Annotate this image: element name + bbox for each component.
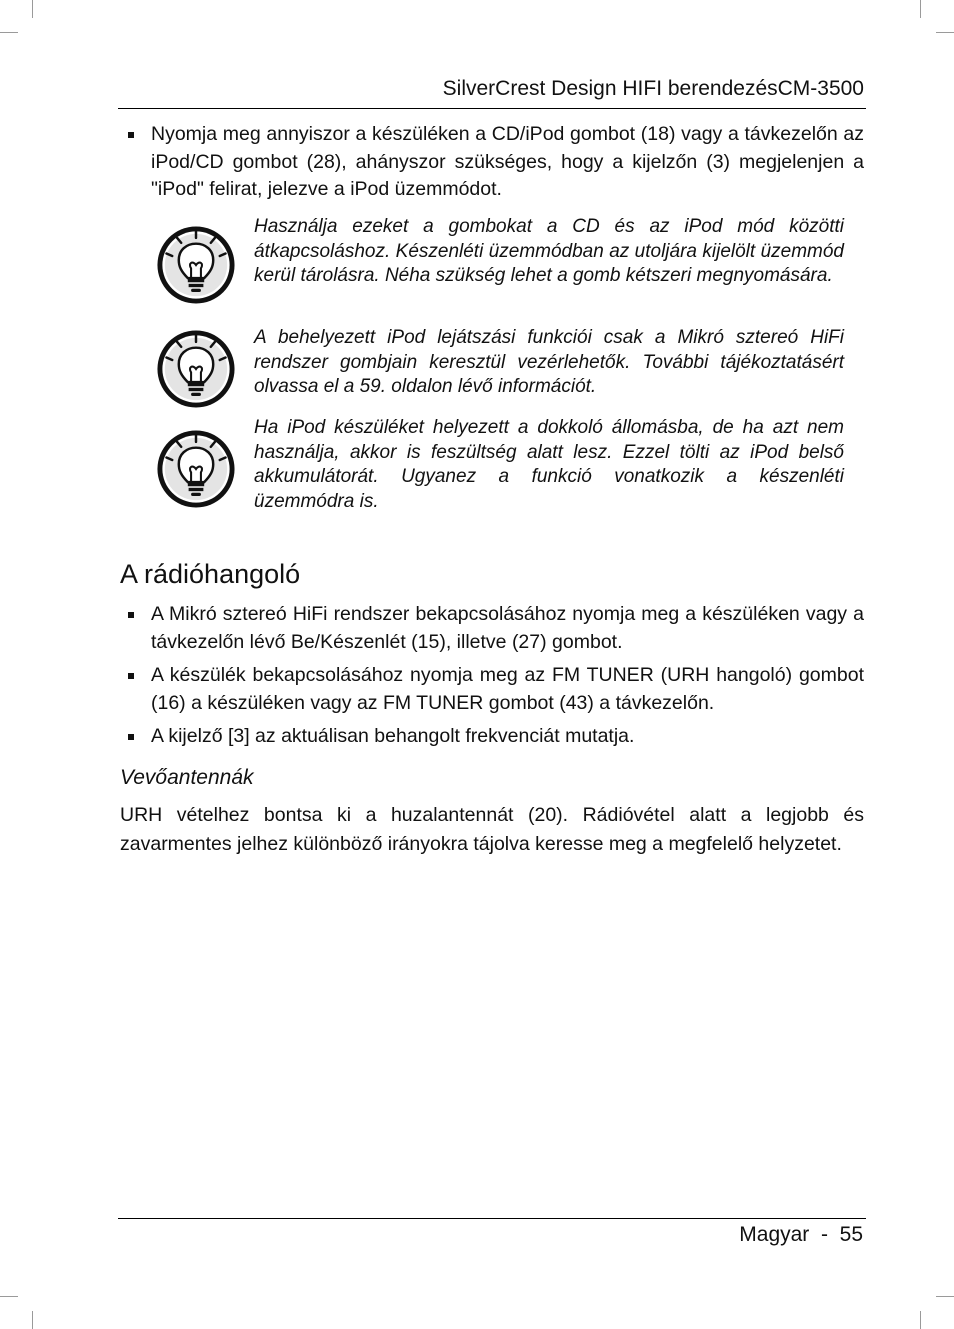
intro-list xyxy=(118,121,864,204)
tip-note xyxy=(150,416,844,516)
tip-note xyxy=(150,215,844,326)
list-item-text: A készülék bekapcsolásához nyomja meg az FM TUNER (URH hangoló) gombot (16) a készüléken vagy az FM TUNER gombot (43) a távkezelőn. xyxy=(151,664,864,714)
list-item-text: A kijelző [3] az aktuálisan behangolt frekvenciát mutatja. xyxy=(151,725,635,747)
crop-mark xyxy=(920,0,921,18)
lightbulb-icon xyxy=(155,224,237,306)
section-heading: A rádióhangoló xyxy=(120,559,301,589)
page-header: SilverCrest Design HIFI berendezésCM-3500 xyxy=(442,77,864,100)
tip-text: Ha iPod készüléket helyezett a dokkoló állomásba, de ha azt nem használja, akkor is feszültség alatt lesz. Ezzel tölti az iPod belső akkumulátorát. Ugyanez a funkció vonatkozik a készenléti üzemmódra is. xyxy=(254,417,844,512)
page-footer xyxy=(118,1220,863,1250)
tip-notes xyxy=(150,215,844,516)
crop-mark xyxy=(920,1311,921,1329)
footer-text: Magyar - 55 xyxy=(739,1223,863,1246)
crop-mark xyxy=(32,0,33,18)
crop-mark xyxy=(0,1296,18,1297)
list-item xyxy=(118,601,864,656)
crop-mark xyxy=(0,32,18,33)
body-paragraph: URH vételhez bontsa ki a huzalantennát (20). Rádióvétel alatt a legjobb és zavarmentes jelhez különböző irányokra tájolva keresse meg a megfelelő helyzetet. xyxy=(120,804,864,855)
list-item xyxy=(118,121,864,204)
subsection-heading: Vevőantennák xyxy=(120,766,254,789)
header-rule xyxy=(118,108,866,109)
bullet-square-icon xyxy=(128,673,134,679)
list-item-text: Nyomja meg annyiszor a készüléken a CD/iPod gombot (18) vagy a távkezelőn az iPod/CD gombot (28), ahányszor szükséges, hogy a kijelzőn (3) megjelenjen a "iPod" felirat, jelezve a iPod üzemmódot. xyxy=(151,123,864,200)
lightbulb-icon xyxy=(155,428,237,510)
list-item xyxy=(118,723,864,751)
crop-mark xyxy=(32,1311,33,1329)
crop-mark xyxy=(936,1296,954,1297)
bullet-square-icon xyxy=(128,132,134,138)
tip-text: A behelyezett iPod lejátszási funkciói csak a Mikró sztereó HiFi rendszer gombjain keresztül vezérlehetők. További tájékoztatásért olvassa el a 59. oldalon lévő információt. xyxy=(254,327,844,397)
bullet-square-icon xyxy=(128,612,134,618)
tip-text: Használja ezeket a gombokat a CD és az iPod mód közötti átkapcsoláshoz. Készenléti üzemmódban az utoljára kijelölt üzemmód kerül tárolásra. Néha szükség lehet a gomb kétszeri megnyomására. xyxy=(254,216,844,286)
tuner-list xyxy=(118,601,864,751)
lightbulb-icon xyxy=(155,328,237,410)
tip-note xyxy=(150,326,844,416)
list-item-text: A Mikró sztereó HiFi rendszer bekapcsolásához nyomja meg a készüléken vagy a távkezelőn lévő Be/Készenlét (15), illetve (27) gombot. xyxy=(151,603,864,653)
bullet-square-icon xyxy=(128,734,134,740)
list-item xyxy=(118,662,864,717)
crop-mark xyxy=(936,32,954,33)
footer-rule xyxy=(118,1218,866,1219)
